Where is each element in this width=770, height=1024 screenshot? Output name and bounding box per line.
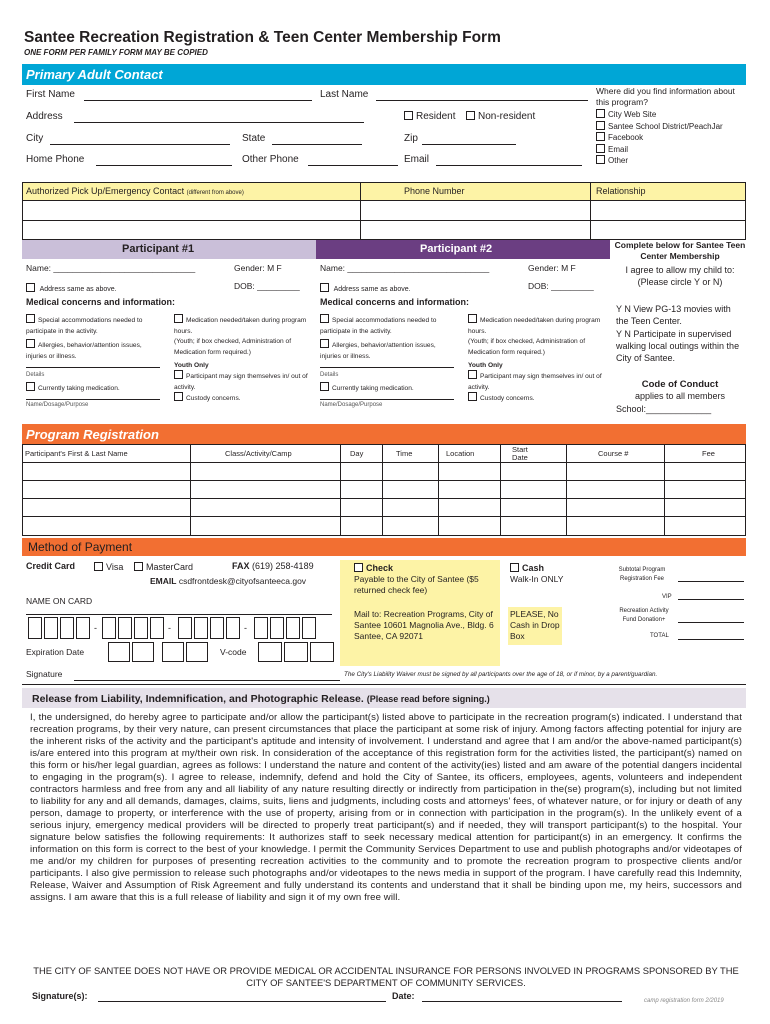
release-body: I, the undersigned, do hereby agree to participate and/or allow the participant(s) listed above to participate in the recreation program(s) indicated. I understand that recreation programs, by their very nature, can present circumstances that place the participant at some risk of injury. Among factors affecting potential for injury are the inherent risks of the activity and the participant's aptitude and intensity of involvement. I understand and agree that I am and/or the above-named participant(s) is/are entered into this program at my/their own risk. In consideration of the acceptance of this registration form for the activities listed, the participant(s) named on this form or his/her legal guardian, agrees as follows: I understand the nature and content of the activity(ies) listed and am aware of the potential dangers incidental to engaging in the program(s). I agree to release, indemnify, defend and hold the City of Santee, its officers, employees, agents, volunteers and independent contractors harmless and free from any and all liability of any nature resulting directly or indirectly from participation in the(se) program(s), including but not limited to liability for any and all demands, damages, claims, suits, liens and judgments, including costs and attorneys' fees, of whatever nature, or for injury or death of any person, damage to property, or interference with the use of property, arising from or in connection with participation in the program(s). In the unlikely event of a serious injury, emergency medical providers will be directed to properly treat participant(s) and if needed, they will transport participant(s) to the hospital. Your signature below satisfies the following requirements: It authorizes staff to seek necessary medical attention for participant(s) in an emergency. It confirms the information on this form is correct to the best of your knowledge. I permit the Community Services Department to use and publish photographs and/or videotapes of me and/or my children for purposes of presenting recreation activities to the community and to promote the recreation program to prospective clients and/or participants. I also give permission to release such photographs and/or videotapes to the news media in support of the program. I have carefully read this Indemnity, Release, Waiver and Assumption of Risk Agreement and fully understand its contents and understand that it shall be binding upon me, my heirs, successors and assigns. I am aware that this is a full release of liability and sign it of my own free will.	[30, 712, 742, 903]
fund-label: Recreation Activity Fund Donation+	[619, 608, 669, 623]
total-field[interactable]	[678, 639, 744, 640]
fund-field[interactable]	[678, 622, 744, 623]
p1-youth-note: (Youth; if box checked, Administration of Medication form required.)	[174, 338, 292, 356]
participant-1-same-address[interactable]: Address same as above.	[26, 283, 117, 293]
card-signature-field[interactable]	[74, 680, 340, 681]
participant-2-same-address[interactable]: Address same as above.	[320, 283, 411, 293]
p2-medication-needed[interactable]: Medication needed/taken during program hours.	[468, 314, 606, 337]
teen-center-panel	[612, 240, 748, 288]
city-field[interactable]	[50, 144, 230, 145]
participant-2-name[interactable]: Name: ______________________________	[320, 263, 490, 273]
primary-contact-header: Primary Adult Contact	[22, 64, 746, 85]
p1-dosage-label: Name/Dosage/Purpose	[26, 402, 89, 408]
visa-option[interactable]: Visa	[94, 562, 123, 572]
p2-special-accommodations[interactable]: Special accommodations needed to participate in the activity.	[320, 314, 458, 337]
payment-header: Method of Payment	[22, 538, 746, 556]
participant-1-dob[interactable]: DOB: _________	[234, 281, 300, 291]
col-start-date: Start Date	[512, 445, 528, 462]
participant-2-gender[interactable]: Gender: M F	[528, 263, 576, 273]
total-label: TOTAL	[650, 633, 669, 639]
footer-code: camp registration form 2/2019	[644, 998, 724, 1004]
last-name-label: Last Name	[320, 89, 369, 100]
teen-outings[interactable]: Y N Participate in supervised walking local outings within the City of Santee.	[616, 329, 740, 363]
home-phone-field[interactable]	[96, 165, 232, 166]
pickup-contact-label: Authorized Pick Up/Emergency Contact (different from above)	[26, 186, 244, 196]
teen-school-field[interactable]: School:_____________	[616, 404, 712, 414]
pickup-phone-label: Phone Number	[404, 186, 465, 196]
source-option-website[interactable]: City Web Site	[596, 109, 723, 121]
expiration-boxes[interactable]	[108, 642, 214, 664]
source-option-facebook[interactable]: Facebook	[596, 132, 723, 144]
teen-header: Complete below for Santee Teen Center Membership	[614, 240, 746, 261]
zip-label: Zip	[404, 133, 418, 144]
waiver-note: The City's Liability Waiver must be signed by all participants over the age of 18, or if minor, by a parent/guardian.	[344, 671, 658, 678]
p2-allergies[interactable]: Allergies, behavior/attention issues, injuries or illness.	[320, 339, 458, 362]
teen-code-of-conduct: Code of Conduct	[641, 379, 719, 390]
teen-circle: (Please circle Y or N)	[637, 277, 723, 287]
form-title: Santee Recreation Registration & Teen Center Membership Form	[24, 29, 501, 46]
vip-label: VIP	[662, 594, 672, 600]
card-number-boxes[interactable]: - - -	[28, 617, 338, 641]
email-label: Email	[404, 154, 430, 165]
p1-allergies[interactable]: Allergies, behavior/attention issues, injuries or illness.	[26, 339, 164, 362]
expiration-label: Expiration Date	[26, 647, 85, 657]
release-date-label: Date:	[392, 991, 415, 1001]
subtotal-label: Subtotal Program Registration Fee	[618, 567, 666, 582]
source-option-email[interactable]: Email	[596, 144, 723, 156]
teen-agree: I agree to allow my child to:	[625, 265, 735, 275]
p2-details-label: Details	[320, 372, 339, 378]
col-time: Time	[396, 449, 413, 458]
address-label: Address	[26, 111, 63, 122]
participant-1-medical-header: Medical concerns and information:	[26, 297, 176, 307]
p2-taking-medication[interactable]: Currently taking medication.	[320, 382, 458, 394]
teen-pg13[interactable]: Y N View PG-13 movies with the Teen Center.	[616, 304, 731, 326]
state-field[interactable]	[272, 144, 362, 145]
participant-1-gender[interactable]: Gender: M F	[234, 263, 282, 273]
col-course: Course #	[598, 449, 629, 458]
col-day: Day	[350, 449, 364, 458]
col-class: Class/Activity/Camp	[225, 449, 292, 458]
release-signature-label: Signature(s):	[32, 991, 88, 1001]
last-name-field[interactable]	[376, 100, 588, 101]
p2-sign-out[interactable]: Participant may sign themselves in/ out of activity.	[468, 370, 606, 393]
p1-medication-needed[interactable]: Medication needed/taken during program hours.	[174, 314, 314, 337]
email-field[interactable]	[436, 165, 582, 166]
nonresident-option[interactable]: Non-resident	[466, 111, 535, 122]
source-option-other[interactable]: Other	[596, 155, 723, 167]
program-table[interactable]	[22, 444, 746, 536]
vcode-boxes[interactable]	[258, 642, 338, 664]
state-label: State	[242, 133, 266, 144]
name-on-card-label: NAME ON CARD	[26, 596, 93, 606]
p1-youth-only: Youth Only	[174, 362, 209, 369]
program-registration-header: Program Registration	[22, 424, 746, 444]
participant-2-header: Participant #2	[316, 240, 610, 259]
fax-info: FAX (619) 258-4189	[232, 561, 314, 571]
first-name-field[interactable]	[84, 100, 312, 101]
zip-field[interactable]	[422, 144, 516, 145]
p2-youth-note: (Youth; if box checked, Administration of Medication form required.)	[468, 338, 586, 356]
resident-option[interactable]: Resident	[404, 111, 455, 122]
p1-taking-medication[interactable]: Currently taking medication.	[26, 382, 164, 394]
participant-1-name[interactable]: Name: ______________________________	[26, 263, 196, 273]
source-options	[596, 109, 723, 167]
source-option-school[interactable]: Santee School District/PeachJar	[596, 121, 723, 133]
check-option[interactable]: Check	[354, 563, 393, 573]
p1-special-accommodations[interactable]: Special accommodations needed to participate in the activity.	[26, 314, 164, 337]
release-date-field[interactable]	[422, 1001, 622, 1002]
first-name-label: First Name	[26, 89, 75, 100]
mastercard-option[interactable]: MasterCard	[134, 562, 193, 572]
vcode-label: V-code	[220, 647, 247, 657]
col-participant: Participant's First & Last Name	[25, 449, 128, 458]
name-on-card-field[interactable]	[26, 614, 332, 615]
p2-custody[interactable]: Custody concerns.	[468, 392, 606, 404]
pickup-relationship-label: Relationship	[596, 186, 646, 196]
p1-sign-out[interactable]: Participant may sign themselves in/ out of activity.	[174, 370, 314, 393]
participant-2-medical-header: Medical concerns and information:	[320, 297, 470, 307]
release-disclaimer: THE CITY OF SANTEE DOES NOT HAVE OR PROVIDE MEDICAL OR ACCIDENTAL INSURANCE FOR PERSONS INVOLVED IN PROGRAMS SPONSORED BY THE CITY OF SANTEE'S DEPARTMENT OF COMMUNITY SERVICES.	[33, 965, 739, 988]
subtotal-field[interactable]	[678, 581, 744, 582]
form-subtitle: ONE FORM PER FAMILY FORM MAY BE COPIED	[24, 48, 208, 57]
other-phone-field[interactable]	[308, 165, 398, 166]
city-label: City	[26, 133, 44, 144]
p2-dosage-label: Name/Dosage/Purpose	[320, 402, 383, 408]
release-signature-field[interactable]	[98, 1001, 386, 1002]
no-cash-dropbox: PLEASE, No Cash in Drop Box	[508, 607, 562, 645]
cash-option[interactable]: Cash	[510, 563, 544, 573]
signature-label: Signature	[26, 669, 63, 679]
col-fee: Fee	[702, 449, 715, 458]
participant-1-header: Participant #1	[22, 240, 316, 259]
check-mail: Mail to: Recreation Programs, City of Santee 10601 Magnolia Ave., Bldg. 6 Santee, CA 92071	[354, 609, 494, 641]
p1-details-label: Details	[26, 372, 45, 378]
participant-2-dob[interactable]: DOB: _________	[528, 281, 594, 291]
p1-custody[interactable]: Custody concerns.	[174, 392, 314, 404]
address-field[interactable]	[74, 122, 364, 123]
p2-youth-only: Youth Only	[468, 362, 503, 369]
source-question: Where did you find information about this program?	[596, 86, 735, 107]
other-phone-label: Other Phone	[242, 154, 299, 165]
vip-field[interactable]	[678, 599, 744, 600]
col-location: Location	[446, 449, 475, 458]
email-info: EMAIL csdfrontdesk@cityofsanteeca.gov	[150, 576, 307, 586]
home-phone-label: Home Phone	[26, 154, 85, 165]
credit-card-label: Credit Card	[26, 561, 76, 571]
release-header: Release from Liability, Indemnification, and Photographic Release. (Please read before signing.)	[32, 693, 490, 705]
cash-walkin: Walk-In ONLY	[510, 574, 564, 584]
check-payable: Payable to the City of Santee ($5 returned check fee)	[354, 574, 479, 595]
teen-applies: applies to all members	[634, 391, 726, 401]
